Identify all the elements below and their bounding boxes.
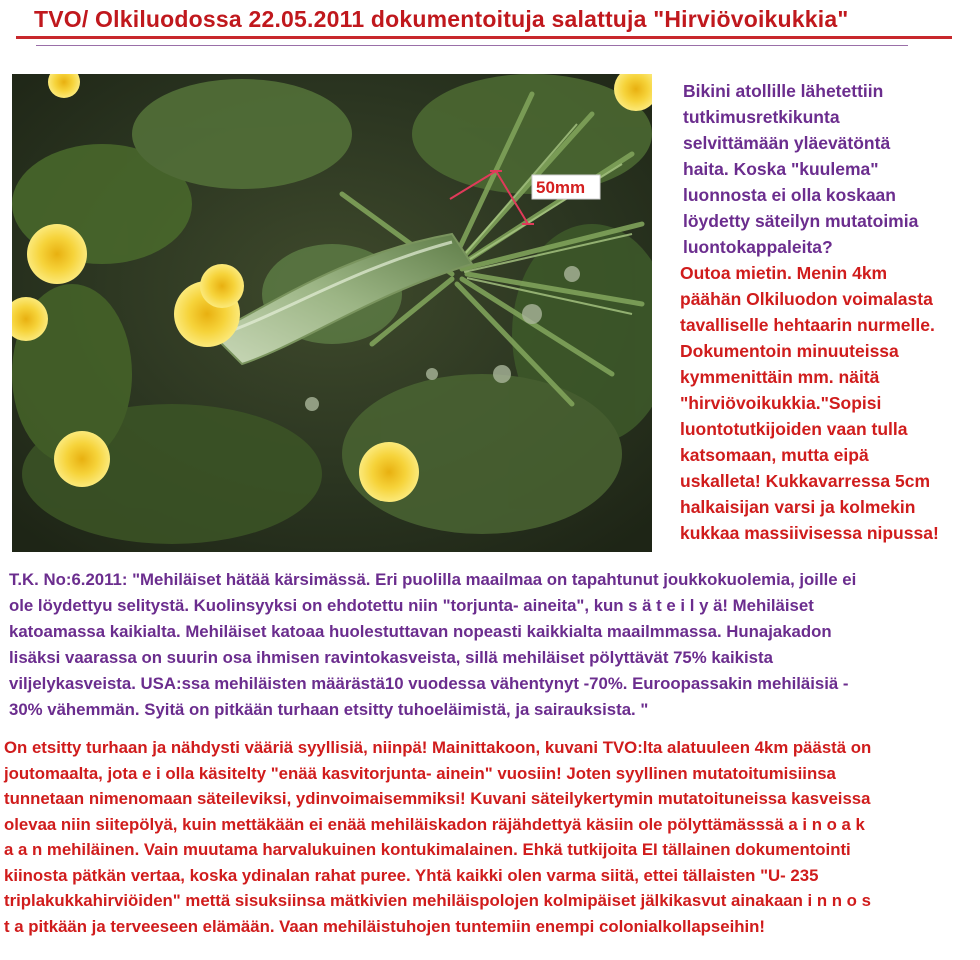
conclusion-paragraph: On etsitty turhaan ja nähdysti vääriä syyllisiä, niinpä! Mainittakoon, kuvani TVO:lta alatuuleen 4km päästä on joutomaalta, jota e i olla käsitelty "enää kasvitorjunta- ainein" vuosiin! Joten syyllinen mutatoitumisiinsa tunnetaan nimenomaan säteileviksi, ydinvoimaisemmiksi! Kuvani säteilykertymin mutatoituneissa kasveissa olevaa niin siitepölyä, kuin mettäkään ei enää mehiläiskadon räjähdettyä käsiin ole pölyttämässsä a i n o a k a a n mehiläinen. Vain muutama harvalukuinen kontukimalainen. Ehkä tutkijoita EI tällainen dokumentointi kiinosta pätkän vertaa, koska ydinalan rahat puree. Yhtä kaikki olen varma siitä, ettei tällaisten "U- 235 triplakukkahirviöiden" mettä sisuksiinsa mätkivien mehiläispolojen kolmipäiset jälkikasvut ainakaan i n n o s t a pitkään ja terveeseen elämään. Vaan mehiläistuhojen tuntemiin enempi colonialkollapseihin! [4,738,872,936]
olkiluoto-observation-text: Outoa mietin. Menin 4km päähän Olkiluodon voimalasta tavalliselle hehtaarin nurmelle. Dokumentoin minuuteissa kymmenittäin mm. näitä "hirviövoikukkia."Sopisi luontotutkijoiden vaan tulla katsomaan, mutta eipä uskalleta! Kukkavarressa 5cm halkaisijan varsi ja kolmekin kukkaa massiivisessa nipussa! [680,263,939,543]
bee-decline-quote: T.K. No:6.2011: "Mehiläiset hätää kärsimässä. Eri puolilla maailmaa on tapahtunut joukkokuolemia, joille ei ole löydettyu selitystä. Kuolinsyyksi on ehdotettu niin "torjunta- aineita", kun s ä t e i l y ä! Mehiläiset katoamassa kaikialta. Mehiläiset katoaa huolestuttavan nopeasti kaikkialta maailmmassa. Hunajakadon lisäksi vaarassa on suurin osa ihmisen ravintokasveista, sillä mehiläiset pölyttävät 75% kaikista viljelykasveista. USA:ssa mehiläisten määrästä10 vuodessa vähentynyt -70%. Euroopassakin mehiläisiä - 30% vähemmän. Syitä on pitkään turhaan etsitty tuhoeläimistä, ja sairauksista. " [9,570,857,719]
bikini-atoll-text: Bikini atollille lähetettiin tutkimusretkikunta selvittämään yläevätöntä haita. Koska "kuulema" luonnosta ei olla koskaan löydetty säteilyn mutatoimia luontokappaleita? [683,81,919,257]
title-underline [16,36,952,39]
measurement-label: 50mm [536,178,586,197]
title-underline-thin [36,45,908,46]
dandelion-photo [12,74,652,552]
page-title: TVO/ Olkiluodossa 22.05.2011 dokumentoituja salattuja "Hirviövoikukkia" [34,6,849,32]
